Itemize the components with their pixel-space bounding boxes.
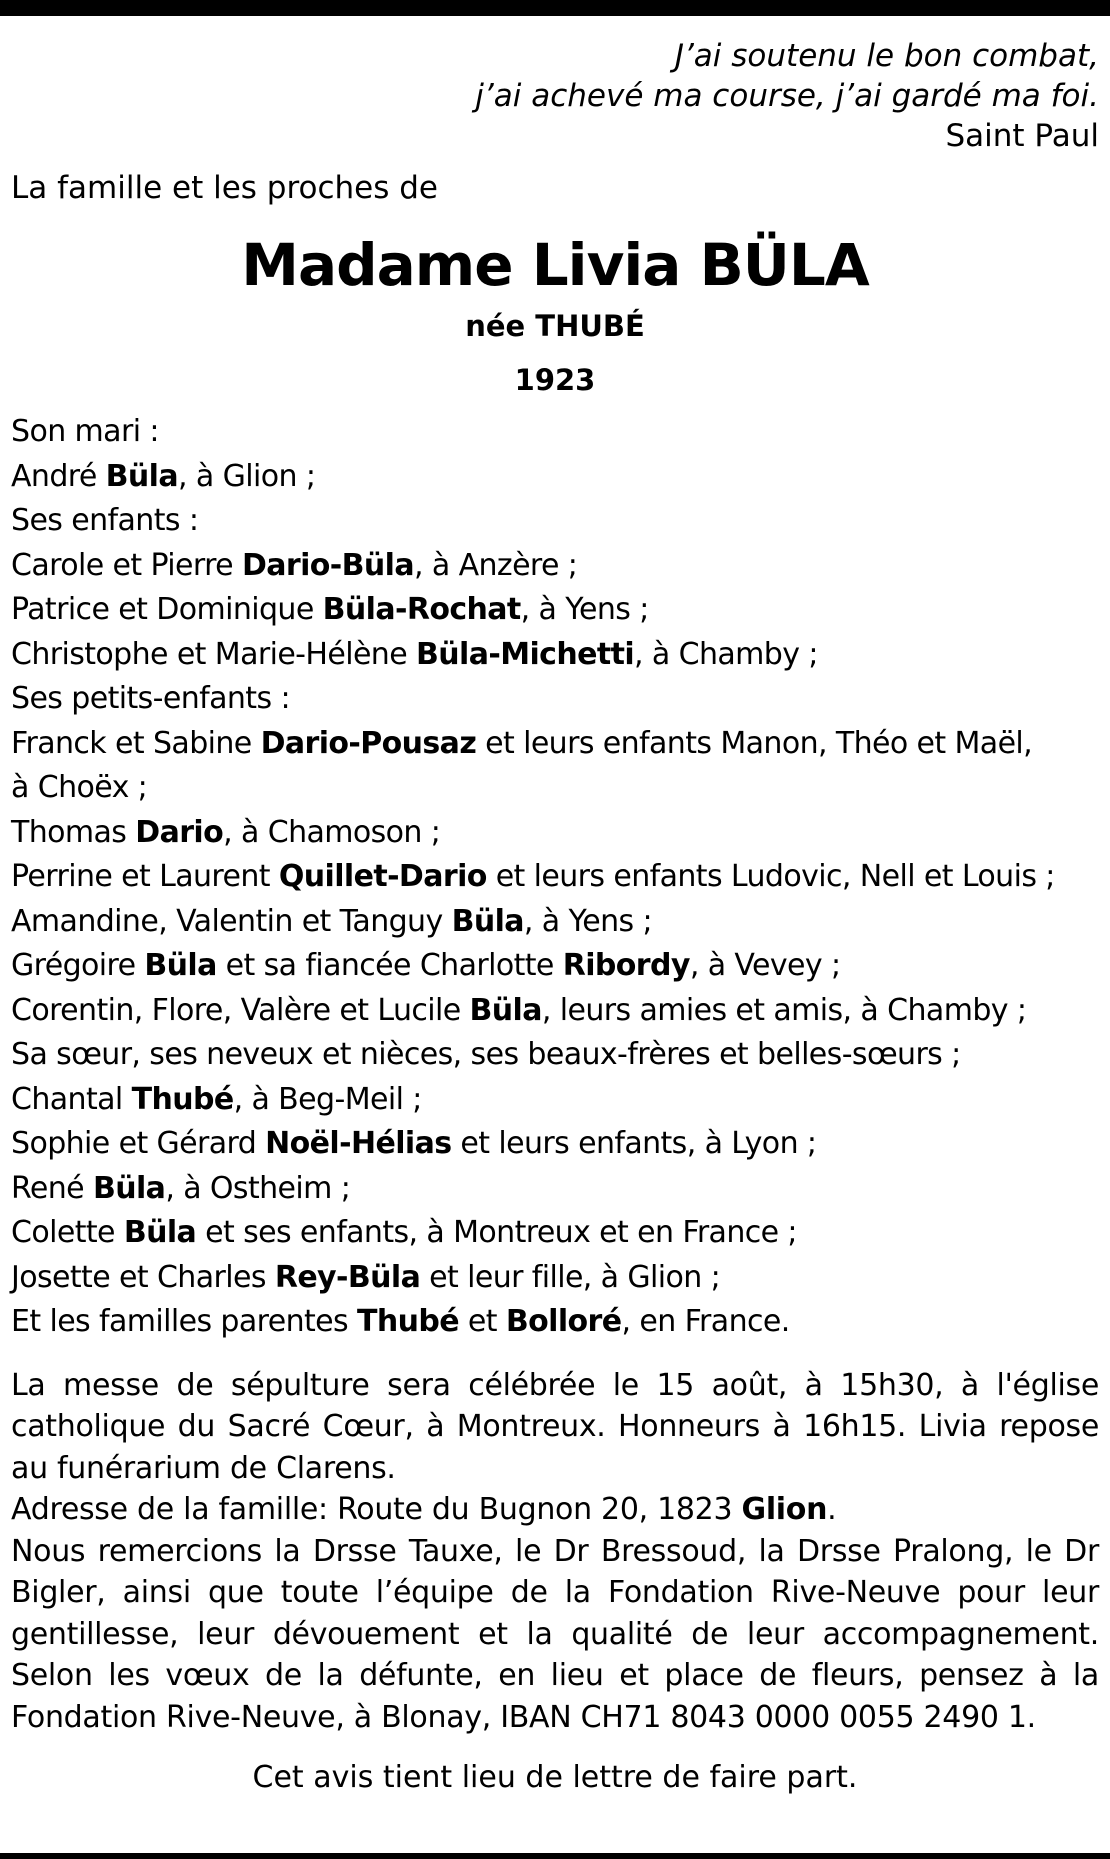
family-surname: Büla — [469, 992, 542, 1028]
family-text: et leur fille, à Glion ; — [420, 1259, 721, 1295]
family-line — [11, 588, 1099, 633]
family-text: , en France. — [621, 1304, 790, 1339]
family-address — [11, 1489, 1099, 1531]
family-surname: Büla-Rochat — [322, 592, 521, 627]
intro-text: La famille et les proches de — [11, 170, 438, 206]
family-text: , à Glion ; — [178, 458, 316, 494]
family-surname: Dario — [135, 814, 224, 850]
family-text: Sa sœur, ses neveux et nièces, ses beaux-frères et belles-sœurs ; — [11, 1037, 961, 1072]
family-text: , à Chamby ; — [634, 636, 818, 672]
address-end: . — [827, 1492, 837, 1527]
mass-info: La messe de sépulture sera célébrée le 15 août, à 15h30, à l'église catholique du Sacré Cœur, à Montreux. Honneurs à 16h15. Livia repose au funérarium de Clarens. — [11, 1367, 1099, 1486]
family-text: , leurs amies et amis, à Chamby ; — [541, 992, 1027, 1028]
closing-section — [11, 1365, 1099, 1739]
address-city: Glion — [741, 1492, 828, 1527]
family-text: Colette — [11, 1215, 124, 1250]
family-text: Carole et Pierre — [11, 547, 242, 583]
family-text: , à Ostheim ; — [165, 1170, 351, 1206]
family-text: Franck et Sabine — [11, 725, 261, 761]
family-text: , à Vevey ; — [689, 948, 841, 983]
family-line — [11, 1033, 1099, 1078]
family-text: Perrine et Laurent — [11, 859, 279, 894]
death-notice — [11, 36, 1099, 1798]
family-text: , à Yens ; — [520, 592, 649, 627]
family-line — [11, 499, 1099, 544]
family-line — [11, 855, 1099, 900]
family-text: René — [11, 1170, 93, 1206]
family-line — [11, 766, 1099, 811]
family-line — [11, 1211, 1099, 1256]
family-line — [11, 410, 1099, 455]
family-text: , à Chamoson ; — [223, 814, 441, 850]
family-surname: Büla — [451, 903, 524, 939]
family-surname: Dario-Büla — [241, 547, 414, 583]
top-rule — [0, 0, 1110, 16]
family-text: Josette et Charles — [11, 1259, 275, 1295]
family-text: Ses petits-enfants : — [11, 681, 290, 716]
family-text: et leurs enfants Manon, Théo et Maël, — [476, 725, 1033, 761]
family-line — [11, 1078, 1099, 1123]
quote-line-1: J’ai soutenu le bon combat, — [674, 38, 1099, 74]
quote-line-2: j’ai achevé ma course, j’ai gardé ma foi. — [475, 78, 1099, 114]
family-text: Corentin, Flore, Valère et Lucile — [11, 992, 470, 1028]
family-line — [11, 944, 1099, 989]
family-text: Ses enfants : — [11, 503, 199, 538]
family-text: et ses enfants, à Montreux et en France ; — [196, 1215, 797, 1250]
family-line — [11, 811, 1099, 856]
family-text: Chantal — [11, 1081, 132, 1117]
family-surname: Büla — [92, 1170, 166, 1206]
family-text: Thomas — [11, 814, 136, 850]
family-surname: Thubé — [131, 1081, 234, 1117]
family-surname: Thubé — [356, 1304, 459, 1339]
family-text: , à Anzère ; — [414, 547, 578, 583]
family-text: , à Yens ; — [523, 903, 652, 939]
family-surname: Ribordy — [562, 948, 690, 983]
family-surname: Bolloré — [505, 1304, 622, 1339]
family-text: Et les familles parentes — [11, 1304, 357, 1339]
family-surname: Büla — [123, 1215, 197, 1250]
family-text: Amandine, Valentin et Tanguy — [11, 903, 452, 939]
thanks-text: Nous remercions la Drsse Tauxe, le Dr Bressoud, la Drsse Pralong, le Dr Bigler, ainsi que toute l’équipe de la Fondation Rive-Neuve pour leur gentillesse, leur dévouement et la qualité de leur accompagnement. Selon les vœux de la défunte, en lieu et place de fleurs, pensez à la Fondation Rive-Neuve, à Blonay, IBAN CH71 8043 0000 0055 2490 1. — [11, 1533, 1099, 1735]
family-text: Sophie et Gérard — [11, 1126, 266, 1161]
family-surname: Büla — [105, 458, 179, 494]
family-line — [11, 677, 1099, 722]
family-line — [11, 900, 1099, 945]
family-text: à Choëx ; — [11, 770, 148, 805]
bottom-rule — [0, 1853, 1110, 1859]
family-surname: Büla — [144, 948, 217, 983]
family-line — [11, 1122, 1099, 1167]
family-text: et leurs enfants, à Lyon ; — [451, 1126, 817, 1161]
family-text: , à Beg-Meil ; — [233, 1081, 422, 1117]
family-line — [11, 544, 1099, 589]
family-text: et sa fiancée Charlotte — [216, 948, 563, 983]
family-line — [11, 1256, 1099, 1301]
family-text: Grégoire — [11, 948, 145, 983]
family-surname: Dario-Pousaz — [260, 725, 477, 761]
family-line — [11, 1167, 1099, 1212]
family-list — [11, 410, 1099, 1345]
deceased-name: Madame Livia BÜLA — [241, 231, 869, 299]
birth-year: 1923 — [514, 363, 596, 397]
family-line — [11, 633, 1099, 678]
family-text: et leurs enfants Ludovic, Nell et Louis ; — [486, 859, 1055, 894]
address-text: Adresse de la famille: Route du Bugnon 20, 1823 — [11, 1492, 742, 1527]
family-surname: Quillet-Dario — [278, 859, 487, 894]
maiden-name: née THUBÉ — [465, 309, 645, 343]
footer-note: Cet avis tient lieu de lettre de faire part. — [252, 1760, 858, 1795]
family-surname: Rey-Büla — [274, 1259, 421, 1295]
family-line — [11, 455, 1099, 500]
family-text: Son mari : — [11, 414, 159, 449]
family-text: André — [11, 458, 106, 494]
family-text: Patrice et Dominique — [11, 592, 323, 627]
family-surname: Noël-Hélias — [265, 1126, 452, 1161]
family-text: et — [458, 1304, 506, 1339]
family-line — [11, 1300, 1099, 1345]
family-surname: Büla-Michetti — [416, 636, 635, 672]
quote-author: Saint Paul — [945, 118, 1099, 154]
family-line — [11, 722, 1099, 767]
epigraph-quote — [11, 36, 1099, 156]
family-line — [11, 989, 1099, 1034]
family-text: Christophe et Marie-Hélène — [11, 636, 417, 672]
